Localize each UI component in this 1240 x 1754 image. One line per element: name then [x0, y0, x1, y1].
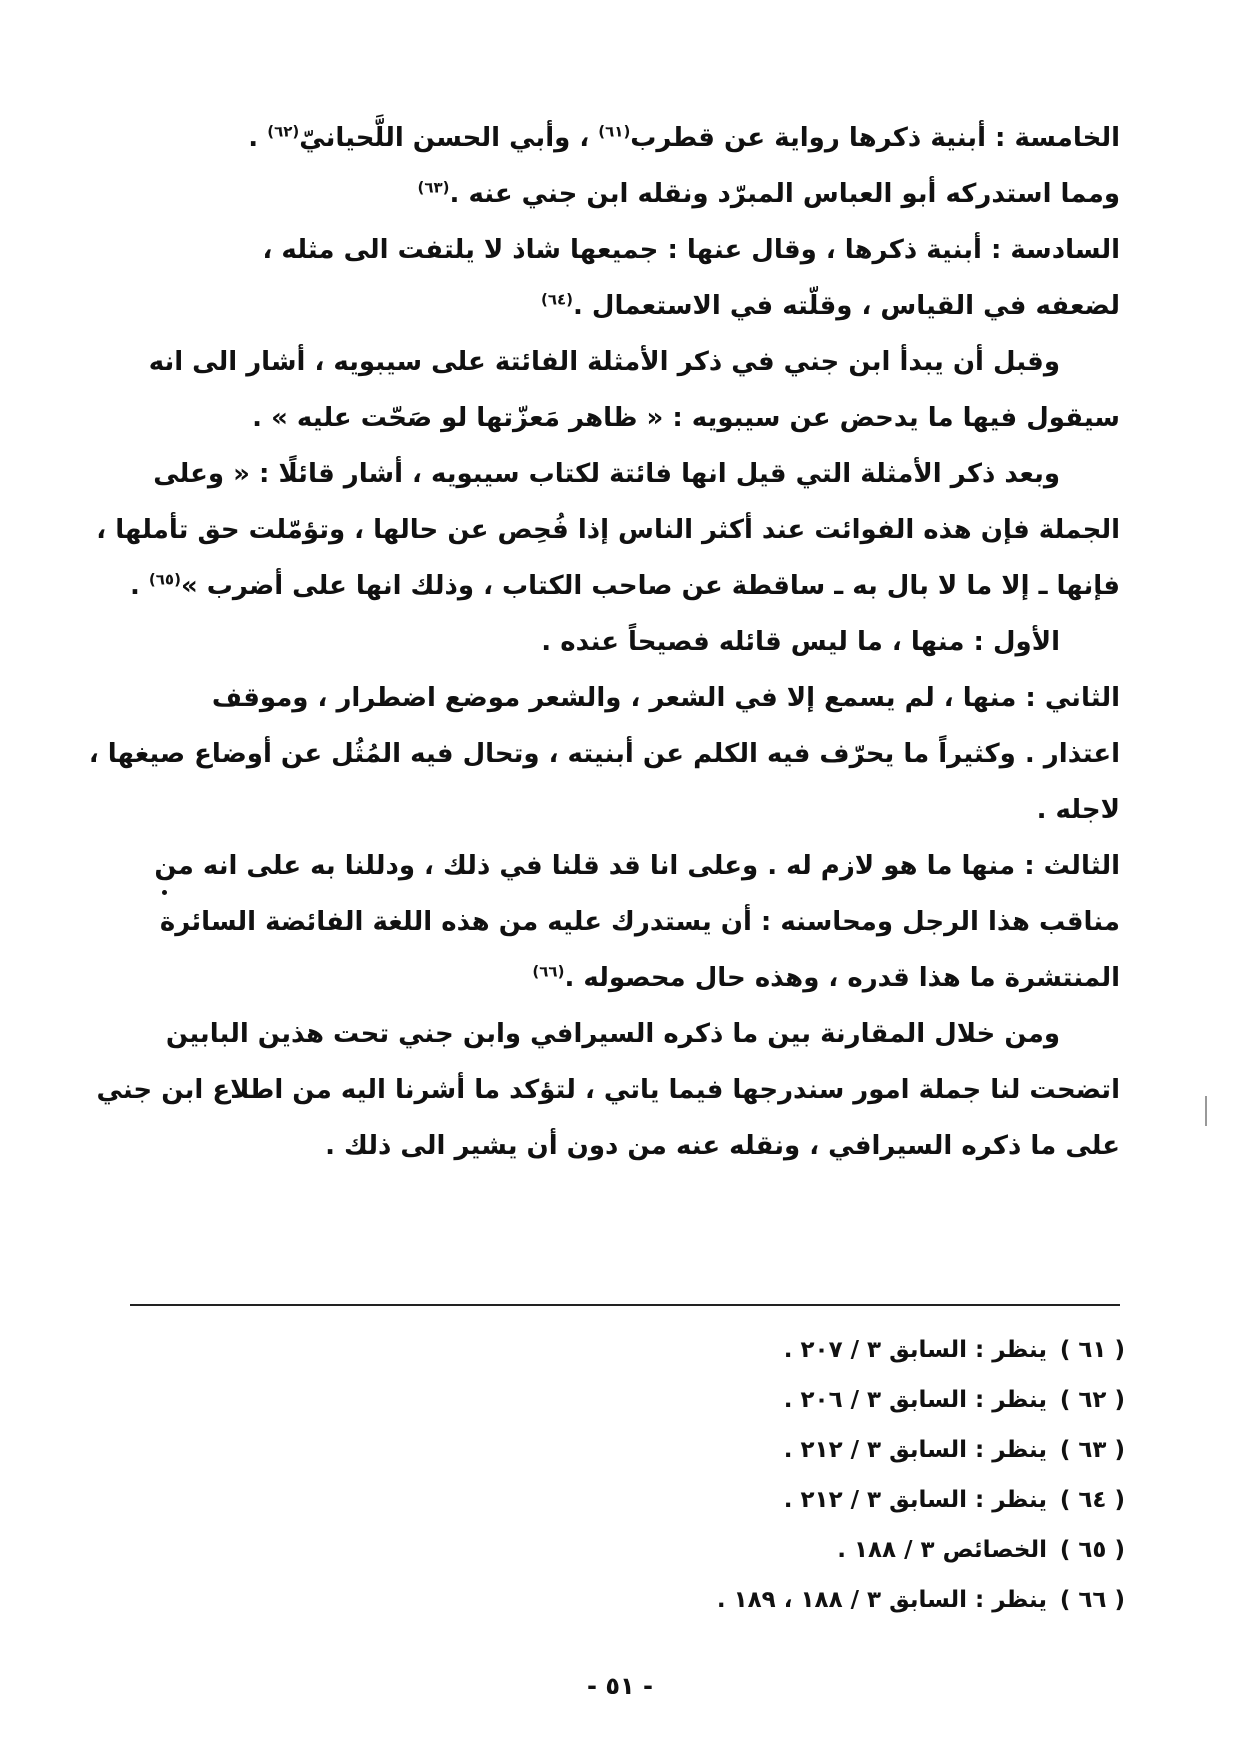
- page-number: - ٥١ -: [587, 1672, 653, 1700]
- ink-dot: [162, 890, 167, 895]
- text-line: [145, 278, 1120, 334]
- line-text: منها ، ما ليس قائله فصيحاً عنده .: [541, 627, 965, 657]
- text-line: [145, 1006, 1120, 1062]
- line-text: .: [129, 571, 140, 601]
- line-text: المنتشرة ما هذا قدره ، وهذه حال محصوله .: [564, 963, 1120, 993]
- line-text: على ما ذكره السيرافي ، ونقله عنه من دون أن يشير الى ذلك .: [325, 1131, 1120, 1161]
- text-line: [145, 166, 1120, 222]
- line-text: لضعفه في القياس ، وقلّته في الاستعمال .: [572, 291, 1120, 321]
- footnote-number: ( ٦٥ ): [1059, 1537, 1125, 1563]
- line-text: ومن خلال المقارنة بين ما ذكره السيرافي وابن جني تحت هذين البابين: [165, 1019, 1060, 1049]
- footnote-item: [590, 1575, 1125, 1625]
- text-line: [145, 446, 1120, 502]
- line-text: وبعد ذكر الأمثلة التي قيل انها فائتة لكتاب سيبويه ، أشار قائلًا : « وعلى: [153, 459, 1060, 489]
- paragraph-lead: الأول :: [973, 627, 1060, 657]
- footnote-number: ( ٦٦ ): [1059, 1587, 1125, 1613]
- footnote-number: ( ٦٤ ): [1059, 1487, 1125, 1513]
- line-text: أبنية ذكرها ، وقال عنها : جميعها شاذ لا يلتفت الى مثله ،: [262, 235, 982, 265]
- footnote-text: ينظر : السابق ٣ / ٢٠٧ .: [783, 1337, 1047, 1363]
- footnote-text: ينظر : السابق ٣ / ٢١٢ .: [783, 1437, 1047, 1463]
- line-text: الجملة فإن هذه الفوائت عند أكثر الناس إذا فُحِص عن حالها ، وتؤمّلت حق تأملها ،: [96, 515, 1120, 545]
- line-text: وقبل أن يبدأ ابن جني في ذكر الأمثلة الفائتة على سيبويه ، أشار الى انه: [148, 347, 1060, 377]
- footnote-number: ( ٦٣ ): [1059, 1437, 1125, 1463]
- text-line: [145, 222, 1120, 278]
- footnote-separator: [130, 1304, 1120, 1306]
- footnote-item: [590, 1525, 1125, 1575]
- footnote-item: [590, 1325, 1125, 1375]
- footnote-item: [590, 1425, 1125, 1475]
- line-text: ، وأبي الحسن اللَّحيانيّ: [299, 123, 590, 153]
- footnote-text: ينظر : السابق ٣ / ١٨٨ ، ١٨٩ .: [716, 1587, 1047, 1613]
- line-text: سيقول فيها ما يدحض عن سيبويه : « ظاهر مَعزّتها لو صَحّت عليه » .: [252, 403, 1120, 433]
- footnote-number: ( ٦٢ ): [1059, 1387, 1125, 1413]
- text-line: [145, 1118, 1120, 1174]
- line-text: أبنية ذكرها رواية عن قطرب: [630, 123, 986, 153]
- line-text: لاجله .: [1036, 795, 1120, 825]
- paragraph-lead: السادسة :: [990, 235, 1120, 265]
- text-line: [145, 670, 1120, 726]
- paragraph-lead: الثالث :: [1024, 851, 1120, 881]
- text-line: [96, 502, 1120, 558]
- text-line: [145, 334, 1120, 390]
- line-text: منها ما هو لازم له . وعلى انا قد قلنا في ذلك ، ودللنا به على انه من: [154, 851, 1016, 881]
- text-line: [145, 950, 1120, 1006]
- footnote-ref: (٦٥): [148, 570, 181, 589]
- footnote-ref: (٦٣): [417, 178, 450, 197]
- footnote-ref: (٦٢): [267, 122, 300, 141]
- line-text: فإنها ـ إلا ما لا بال به ـ ساقطة عن صاحب الكتاب ، وذلك انها على أضرب »: [180, 571, 1120, 601]
- footnote-text: الخصائص ٣ / ١٨٨ .: [837, 1537, 1047, 1563]
- text-line: [129, 558, 1120, 614]
- text-line: [96, 1062, 1120, 1118]
- margin-mark: [1205, 1096, 1207, 1126]
- text-line: [145, 390, 1120, 446]
- footnote-ref: (٦١): [598, 122, 631, 141]
- text-line: [145, 782, 1120, 838]
- line-text: اعتذار . وكثيراً ما يحرّف فيه الكلم عن أبنيته ، وتحال فيه المُثُل عن أوضاع صيغها ،: [88, 739, 1120, 769]
- line-text: مناقب هذا الرجل ومحاسنه : أن يستدرك عليه من هذه اللغة الفائضة السائرة: [159, 907, 1120, 937]
- paragraph-lead: الخامسة :: [995, 123, 1120, 153]
- text-line: [145, 614, 1120, 670]
- text-line: [88, 726, 1120, 782]
- text-line: [145, 110, 1120, 166]
- footnote-text: ينظر : السابق ٣ / ٢٠٦ .: [783, 1387, 1047, 1413]
- text-line: [145, 838, 1120, 894]
- main-text: [88, 110, 1120, 1174]
- footnote-text: ينظر : السابق ٣ / ٢١٢ .: [783, 1487, 1047, 1513]
- footnote-ref: (٦٤): [540, 290, 573, 309]
- text-line: [145, 894, 1120, 950]
- footnote-ref: (٦٦): [532, 962, 565, 981]
- paragraph-lead: الثاني :: [1025, 683, 1120, 713]
- line-text: اتضحت لنا جملة امور سندرجها فيما ياتي ، لتؤكد ما أشرنا اليه من اطلاع ابن جني: [96, 1075, 1120, 1105]
- line-text: ومما استدركه أبو العباس المبرّد ونقله ابن جني عنه .: [449, 179, 1120, 209]
- footnote-item: [590, 1475, 1125, 1525]
- line-text: منها ، لم يسمع إلا في الشعر ، والشعر موضع اضطرار ، وموقف: [211, 683, 1017, 713]
- footnote-number: ( ٦١ ): [1059, 1337, 1125, 1363]
- footnotes: [590, 1325, 1125, 1625]
- footnote-item: [590, 1375, 1125, 1425]
- line-text: .: [248, 123, 259, 153]
